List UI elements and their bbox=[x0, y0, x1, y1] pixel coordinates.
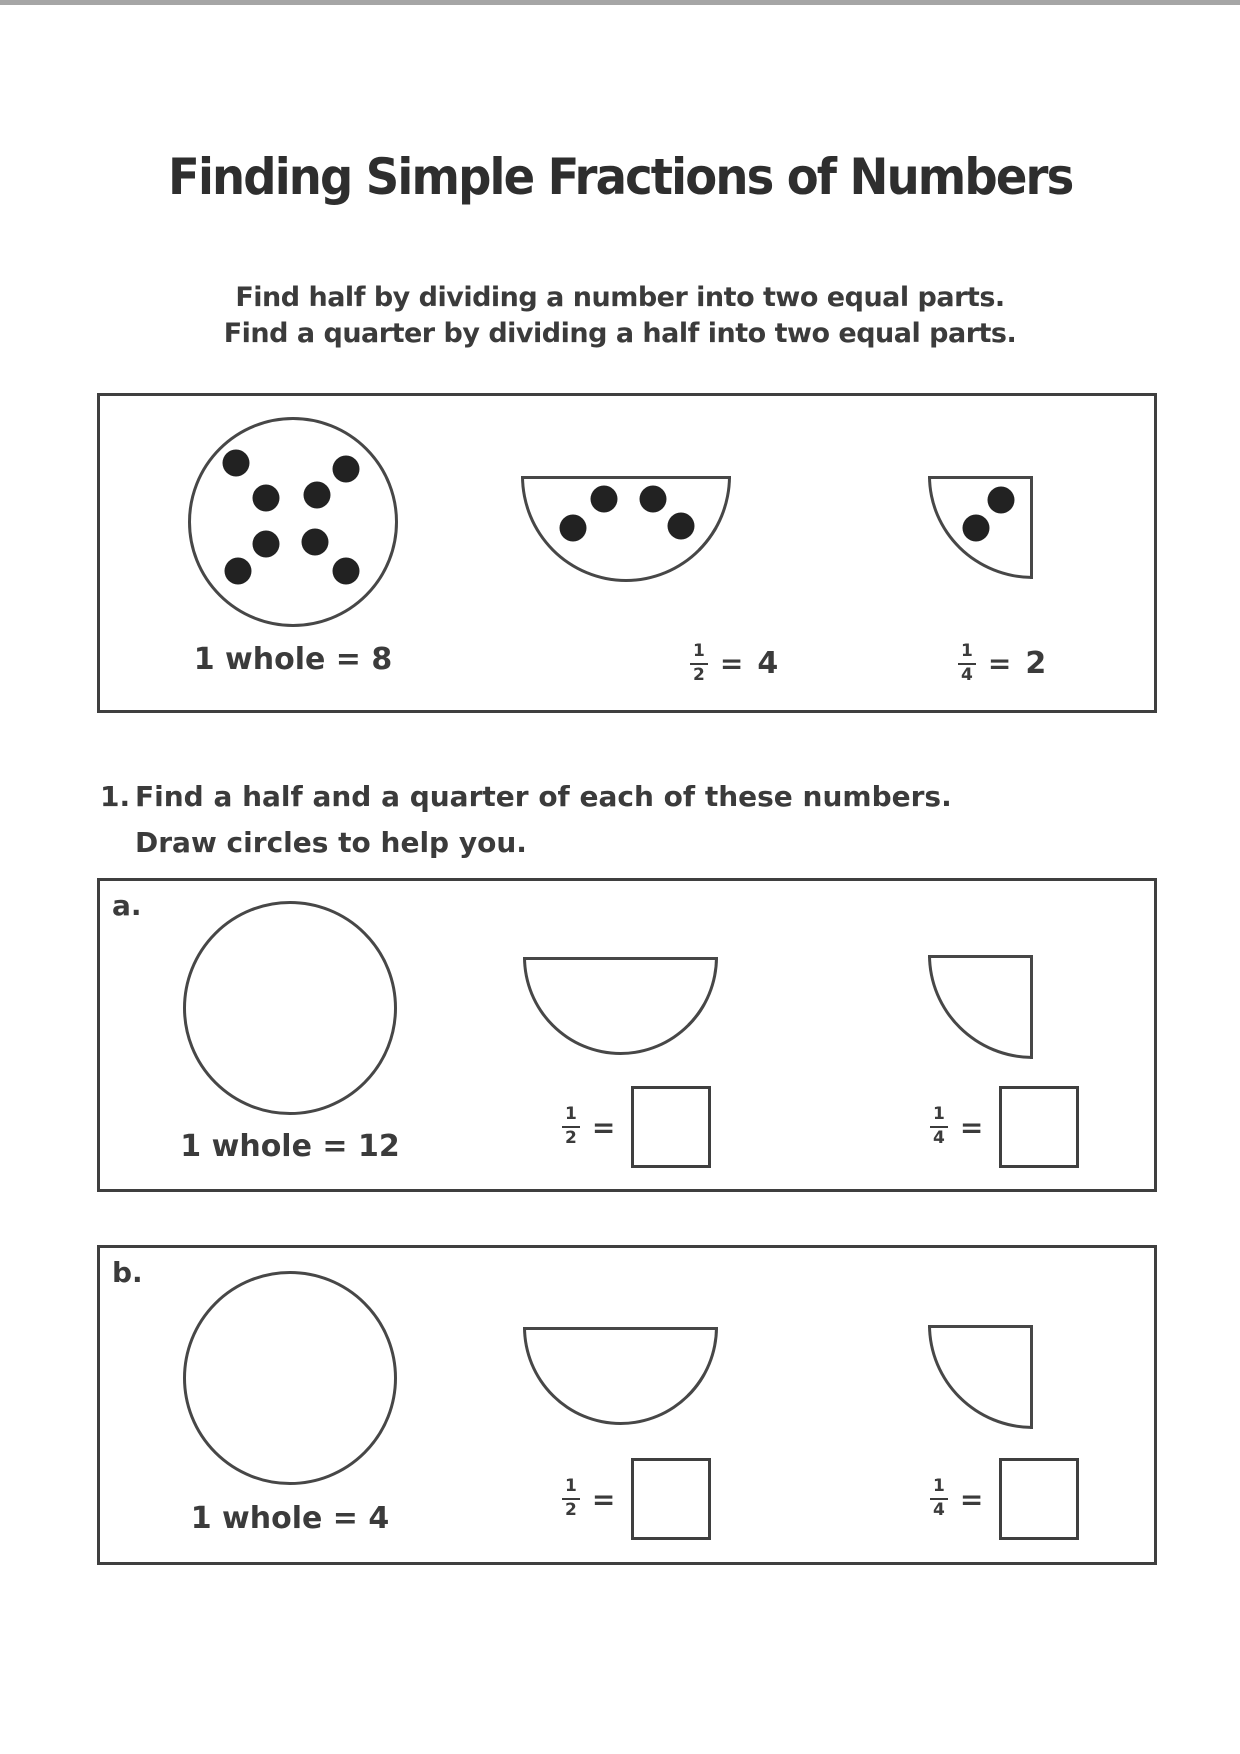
quarter-circle-empty bbox=[928, 955, 1033, 1059]
whole-label: 1 whole = 8 bbox=[193, 642, 393, 677]
fraction-one-quarter: $\frac{1}{4}$ bbox=[958, 642, 976, 685]
counter-dot bbox=[988, 487, 1015, 514]
top-edge-bar bbox=[0, 0, 1240, 5]
counter-dot bbox=[333, 557, 360, 584]
quarter-answer-row: $\frac{1}{4}$ = bbox=[930, 1086, 1079, 1168]
quarter-answer-row: $\frac{1}{4}$ = bbox=[930, 1458, 1079, 1540]
question-1 bbox=[100, 780, 952, 859]
page-title: Finding Simple Fractions of Numbers bbox=[167, 148, 1073, 206]
fraction-one-half: $\frac{1}{2}$ bbox=[562, 1477, 580, 1520]
counter-dot bbox=[962, 514, 989, 541]
whole-circle-diagram bbox=[188, 417, 398, 627]
counter-dot bbox=[333, 455, 360, 482]
half-answer-row: $\frac{1}{2}$ = bbox=[562, 1458, 711, 1540]
quarter-circle-diagram bbox=[928, 476, 1033, 579]
question-number: 1. bbox=[100, 780, 131, 813]
problem-box-b bbox=[97, 1245, 1157, 1565]
quarter-equation: $\frac{1}{4}$ = 2 bbox=[958, 642, 1046, 685]
fraction-one-half: $\frac{1}{2}$ bbox=[690, 642, 708, 685]
fraction-one-quarter: $\frac{1}{4}$ bbox=[930, 1477, 948, 1520]
counter-dot bbox=[668, 513, 695, 540]
problem-letter: b. bbox=[112, 1256, 143, 1289]
example-box bbox=[97, 393, 1157, 713]
instruction-line-2: Find a quarter by dividing a half into two equal parts. bbox=[223, 318, 1017, 349]
counter-dot bbox=[559, 515, 586, 542]
whole-circle-empty bbox=[183, 1271, 397, 1485]
counter-dot bbox=[590, 486, 617, 513]
counter-dot bbox=[639, 486, 666, 513]
counter-dot bbox=[253, 484, 280, 511]
whole-label: 1 whole = 4 bbox=[190, 1501, 390, 1536]
half-answer-box bbox=[631, 1086, 711, 1168]
quarter-answer-box bbox=[999, 1086, 1079, 1168]
half-answer-box bbox=[631, 1458, 711, 1540]
half-equation: $\frac{1}{2}$ = 4 bbox=[690, 642, 778, 685]
counter-dot bbox=[253, 531, 280, 558]
counter-dot bbox=[302, 529, 329, 556]
whole-label: 1 whole = 12 bbox=[180, 1129, 400, 1164]
problem-box-a bbox=[97, 878, 1157, 1192]
question-text-line-2: Draw circles to help you. bbox=[135, 826, 527, 859]
counter-dot bbox=[304, 482, 331, 509]
problem-letter: a. bbox=[112, 889, 142, 922]
instruction-line-1: Find half by dividing a number into two equal parts. bbox=[235, 282, 1005, 313]
half-circle-empty bbox=[523, 957, 718, 1055]
question-text-line-1: Find a half and a quarter of each of these numbers. bbox=[135, 780, 952, 813]
quarter-answer-box bbox=[999, 1458, 1079, 1540]
half-circle-empty bbox=[523, 1327, 718, 1425]
whole-circle-empty bbox=[183, 901, 397, 1115]
half-circle-diagram bbox=[521, 476, 731, 582]
quarter-circle-empty bbox=[928, 1325, 1033, 1429]
counter-dot bbox=[222, 449, 249, 476]
fraction-one-half: $\frac{1}{2}$ bbox=[562, 1105, 580, 1148]
counter-dot bbox=[224, 557, 251, 584]
half-answer-row: $\frac{1}{2}$ = bbox=[562, 1086, 711, 1168]
fraction-one-quarter: $\frac{1}{4}$ bbox=[930, 1105, 948, 1148]
